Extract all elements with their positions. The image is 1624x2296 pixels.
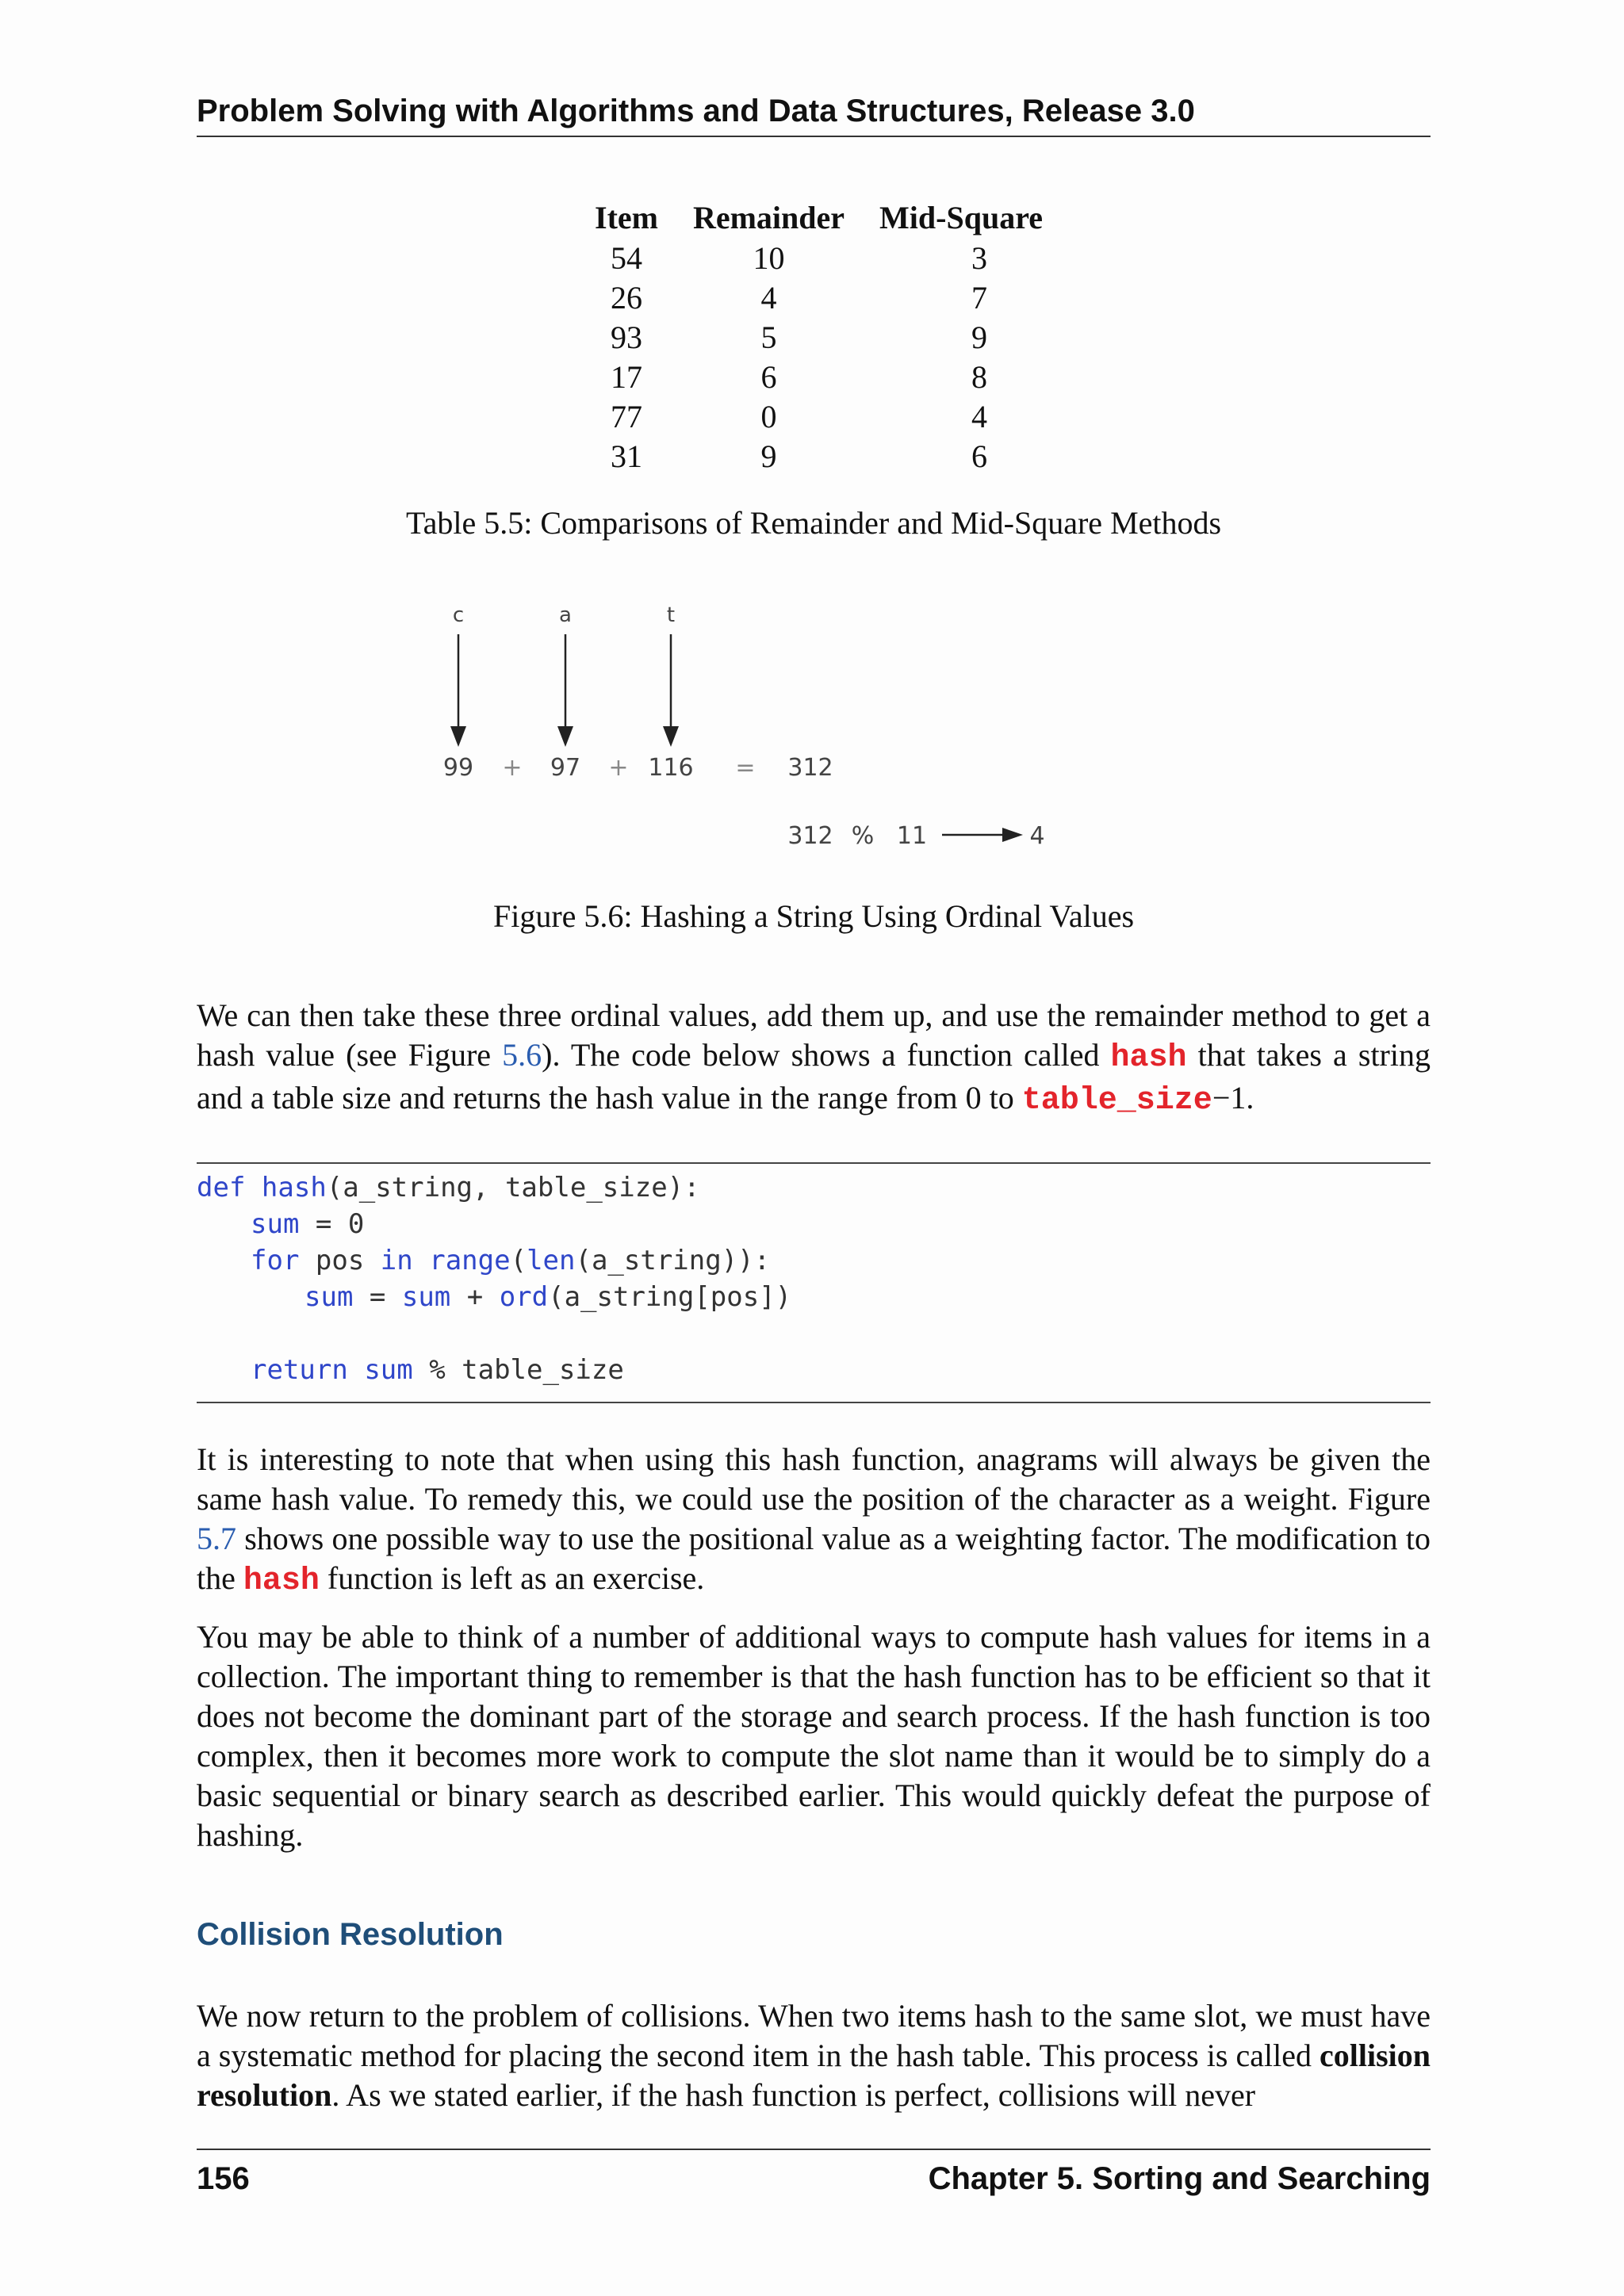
table-cell: 31 [610,438,642,474]
table-cell: 7 [971,279,988,316]
section-heading: Collision Resolution [197,1917,504,1952]
table-cell: 6 [760,358,777,395]
keyword: in [380,1245,413,1276]
table-caption: Table 5.5: Comparisons of Remainder and Mid-Square Methods [405,505,1222,541]
inline-code-hash: hash [1110,1040,1187,1076]
mod-divisor: 11 [896,822,928,850]
keyword: len [527,1245,576,1276]
table-cell: 6 [971,438,988,474]
arrowhead-a [557,726,573,747]
column-header: Item [595,199,658,235]
table-cell: 93 [610,319,642,355]
table-cell: 10 [753,239,785,276]
equals-sign: = [735,754,756,782]
keyword: sum [364,1354,413,1386]
ord-c: 99 [442,754,474,782]
code-text: % table_size [412,1354,624,1386]
table-cell: 5 [760,319,777,355]
table-header-row [577,197,1060,238]
code-text: (a_string[pos]) [548,1281,792,1313]
paragraph-efficiency: You may be able to think of a number of additional ways to compute hash values for items in a collection. The important thing to remember is that the hash function has to be efficient so that it does not become the dominant part of the storage and search process. If the hash function is too complex, then it becomes more work to compute the slot name than it would be to simply do a basic sequential or binary search as described earlier. This would quickly defeat the purpose of hashing. [197,1619,1431,1853]
code-line [251,1245,770,1276]
keyword: sum [304,1281,354,1313]
ordinal-hash-figure [442,593,1172,863]
table-cell: 54 [610,239,642,276]
table-cell: 0 [760,398,777,434]
letter-a: a [559,603,572,627]
table-cell: 8 [971,358,988,395]
sum-value: 312 [787,754,833,782]
code-line [251,1208,364,1240]
code-block [197,1162,1431,1403]
code-text [413,1245,429,1276]
code-text: (a_string, table_size): [326,1172,700,1203]
table-cell: 77 [610,398,642,434]
comparison-table [577,197,1060,476]
table-cell: 26 [610,279,642,316]
ord-t: 116 [648,754,694,782]
figure-link[interactable]: 5.7 [197,1521,236,1556]
table-cell: 4 [971,398,988,434]
figure-caption: Figure 5.6: Hashing a String Using Ordinal Values [492,898,1135,934]
text: We now return to the problem of collisions. When two items hash to the same slot, we must have a systematic method for placing the second item in the hash table. This process is called [197,1998,1431,2073]
keyword: range [429,1245,511,1276]
chapter-title: Chapter 5. Sorting and Searching [928,2161,1431,2196]
page-footer [197,2149,1431,2197]
text: −1. [1212,1080,1254,1115]
code-text: = [353,1281,402,1313]
bold-term: collision resolution [197,2038,1431,2113]
function-name: hash [261,1172,327,1203]
code-line [304,1281,791,1313]
ord-a: 97 [550,754,581,782]
text: We can then take these three ordinal values, add them up, and use the remainder method to get a hash value (see Figure [197,997,1431,1073]
arrowhead-c [450,726,466,747]
table-row [577,277,1060,317]
keyword: for [251,1245,300,1276]
result-arrowhead [1002,828,1023,842]
code-text: ( [510,1245,527,1276]
text: shows one possible way to use the positional value as a weighting factor. The modification to the [197,1521,1431,1596]
keyword: return [251,1354,348,1386]
text: ). The code below shows a function called [542,1037,1111,1073]
keyword: def [197,1172,246,1203]
table-cell: 9 [760,438,777,474]
running-header: Problem Solving with Algorithms and Data Structures, Release 3.0 [197,94,1431,137]
hash-result: 4 [1029,822,1045,850]
plus-sign: + [608,754,629,782]
arrowhead-t [663,726,679,747]
paragraph-ordinal-sum [197,996,1431,1121]
column-header: Remainder [692,199,845,235]
text: that takes a string and a table size and returns the hash value in the range from [197,1037,1431,1115]
code-text [348,1354,364,1386]
inline-code-table-size: table_size [1021,1083,1212,1119]
code-text: = 0 [299,1208,365,1240]
column-header: Mid-Square [879,199,1044,235]
table-cell: 17 [610,358,642,395]
code-text: pos [299,1245,381,1276]
letter-t: t [666,603,676,627]
text: . As we stated earlier, if the hash function is perfect, collisions will never [331,2077,1256,2113]
table-row [577,436,1060,476]
table-cell: 9 [971,319,988,355]
table-cell: 3 [971,239,988,276]
paragraph-anagrams [197,1440,1431,1601]
code-text: + [450,1281,500,1313]
table-cell: 4 [760,279,777,316]
mod-operator: % [851,822,875,850]
text: It is interesting to note that when using this hash function, anagrams will always be given the same hash value. To remedy this, we could use the position of the character as a weight. Figure [197,1441,1431,1517]
code-line [197,1172,700,1203]
table-row [577,317,1060,357]
math-zero: 0 [965,1080,982,1115]
keyword: sum [401,1281,451,1313]
code-text: (a_string)): [575,1245,771,1276]
table-row [577,238,1060,277]
table-row [577,396,1060,436]
text: to [981,1080,1022,1115]
paragraph-collisions [197,1996,1431,2115]
letter-c: c [452,603,465,627]
table-row [577,357,1060,396]
page-number: 156 [197,2161,250,2196]
plus-sign: + [502,754,523,782]
code-line [251,1354,624,1386]
figure-link[interactable]: 5.6 [502,1037,542,1073]
mod-sum: 312 [787,822,833,850]
text: function is left as an exercise. [319,1560,705,1596]
keyword: sum [251,1208,300,1240]
keyword: ord [499,1281,549,1313]
inline-code-hash: hash [243,1563,320,1599]
